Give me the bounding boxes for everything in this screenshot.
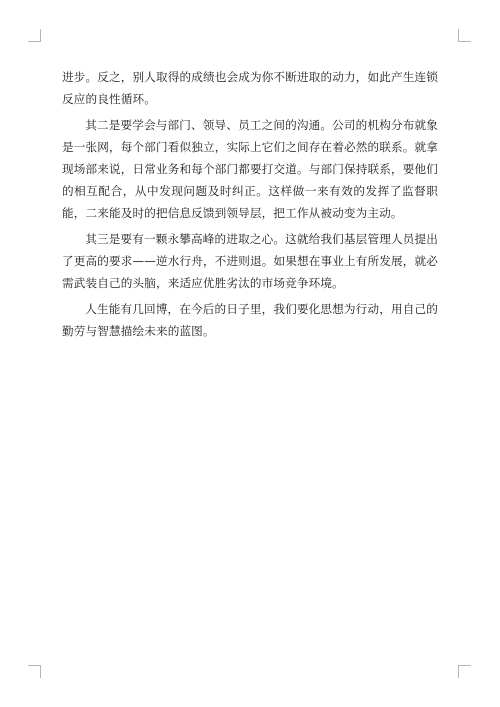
document-body bbox=[62, 66, 438, 346]
paragraph-continuation: 进步。反之，别人取得的成绩也会成为你不断进取的动力，如此产生连锁反应的良性循环。 bbox=[62, 70, 438, 106]
paragraph-communication: 其二是要学会与部门、领导、员工之间的沟通。公司的机构分布就象是一张网，每个部门看似独立，实际上它们之间存在着必然的联系。就拿现场部来说，日常业务和每个部门都要打交道。与部门保持联系，要他们的相互配合，从中发现问题及时纠正。这样做一来有效的发挥了监督职能，二来能及时的把信息反馈到领导层，把工作从被动变为主动。 bbox=[62, 118, 438, 220]
corner-mark-top-left bbox=[28, 29, 41, 42]
paragraph-conclusion: 人生能有几回博，在今后的日子里，我们要化思想为行动，用自己的勤劳与智慧描绘未来的蓝图。 bbox=[62, 302, 438, 338]
corner-mark-bottom-left bbox=[28, 665, 41, 678]
paragraph-ambition: 其三是要有一颗永攀高峰的进取之心。这就给我们基层管理人员提出了更高的要求——逆水行舟，不进则退。如果想在事业上有所发展，就必需武装自己的头脑，来适应优胜劣汰的市场竞争环境。 bbox=[62, 232, 438, 290]
corner-mark-bottom-right bbox=[458, 665, 471, 678]
corner-mark-top-right bbox=[458, 29, 471, 42]
